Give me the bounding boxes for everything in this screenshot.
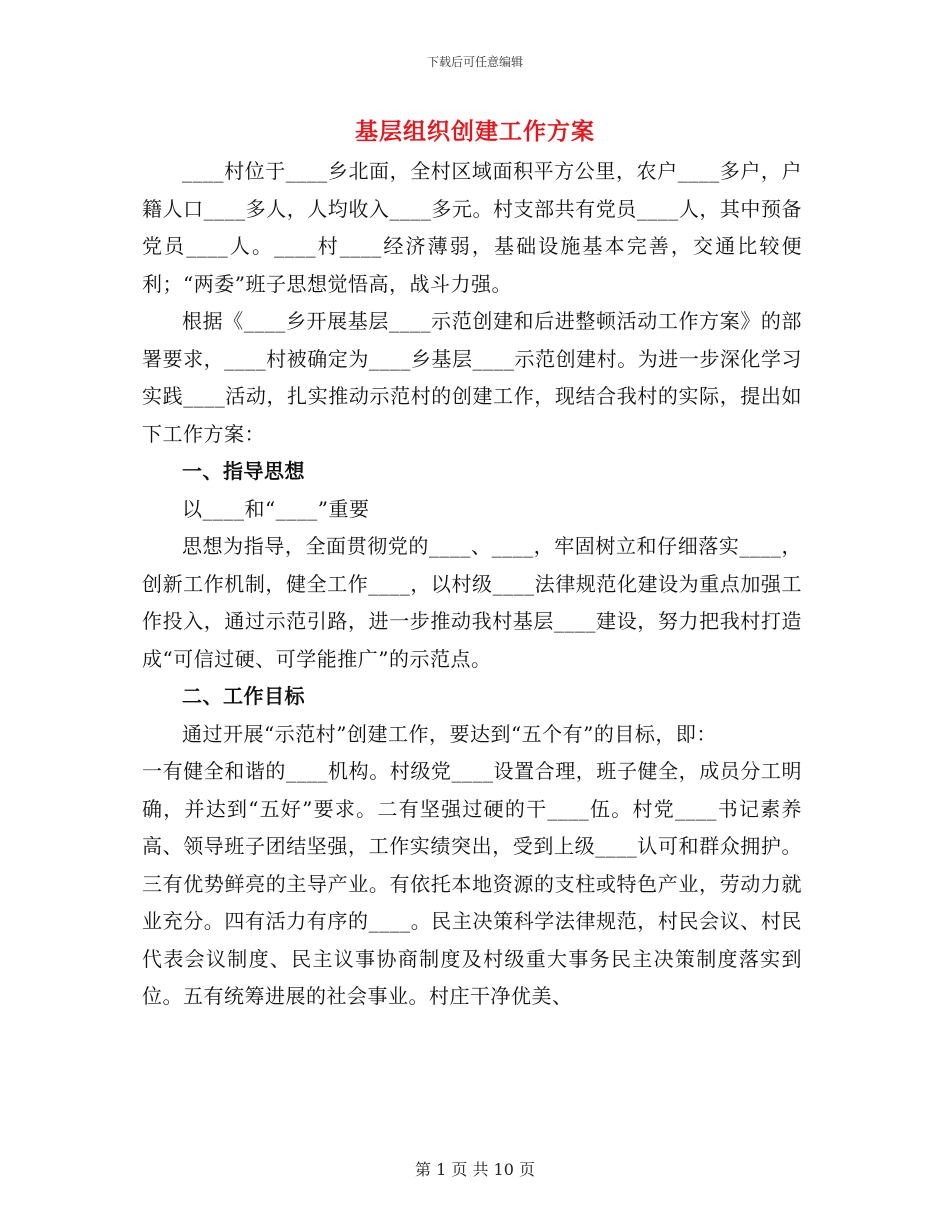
document-body	[142, 153, 802, 1016]
intro-paragraph-2: 根据《____乡开展基层____示范创建和后进整顿活动工作方案》的部署要求，____村被确定为____乡基层____示范创建村。为进一步深化学习实践____活动，扎实推动示范村的创建工作，现结合我村的实际，提出如下工作方案：	[142, 309, 802, 446]
intro-paragraph-1: ____村位于____乡北面，全村区域面积平方公里，农户____多户，户籍人口____多人，人均收入____多元。村支部共有党员____人，其中预备党员____人。____村____经济薄弱，基础设施基本完善，交通比较便利；“两委”班子思想觉悟高，战斗力强。	[142, 159, 802, 296]
section1-paragraph: 思想为指导，全面贯彻党的____、____，牢固树立和仔细落实____，创新工作机制，健全工作____，以村级____法律规范化建设为重点加强工作投入，通过示范引路，进一步推动我村基层____建设，努力把我村打造成“可信过硬、可学能推广”的示范点。	[142, 534, 802, 671]
section2-paragraph-1: 通过开展“示范村”创建工作，要达到“五个有”的目标，即：	[182, 721, 717, 746]
section-heading-work-goals: 二、工作目标	[182, 684, 305, 708]
document-title: 基层组织创建工作方案	[355, 118, 595, 145]
section1-line1: 以____和“____”重要	[182, 496, 370, 521]
header-note: 下载后可任意编辑	[426, 55, 523, 69]
section2-paragraph-2: 一有健全和谐的____机构。村级党____设置合理，班子健全，成员分工明确，并达到“五好”要求。二有坚强过硬的干____伍。村党____书记素养高、领导班子团结坚强，工作实绩突出，受到上级____认可和群众拥护。三有优势鲜亮的主导产业。有依托本地资源的支柱或特色产业，劳动力就业充分。四有活力有序的____。民主决策科学法律规范，村民会议、村民代表会议制度、民主议事协商制度及村级重大事务民主决策制度落实到位。五有统筹进展的社会事业。村庄干净优美、	[142, 759, 802, 1008]
section-heading-guiding-ideology: 一、指导思想	[182, 459, 305, 483]
page-number: 第 1 页 共 10 页	[415, 1160, 535, 1179]
